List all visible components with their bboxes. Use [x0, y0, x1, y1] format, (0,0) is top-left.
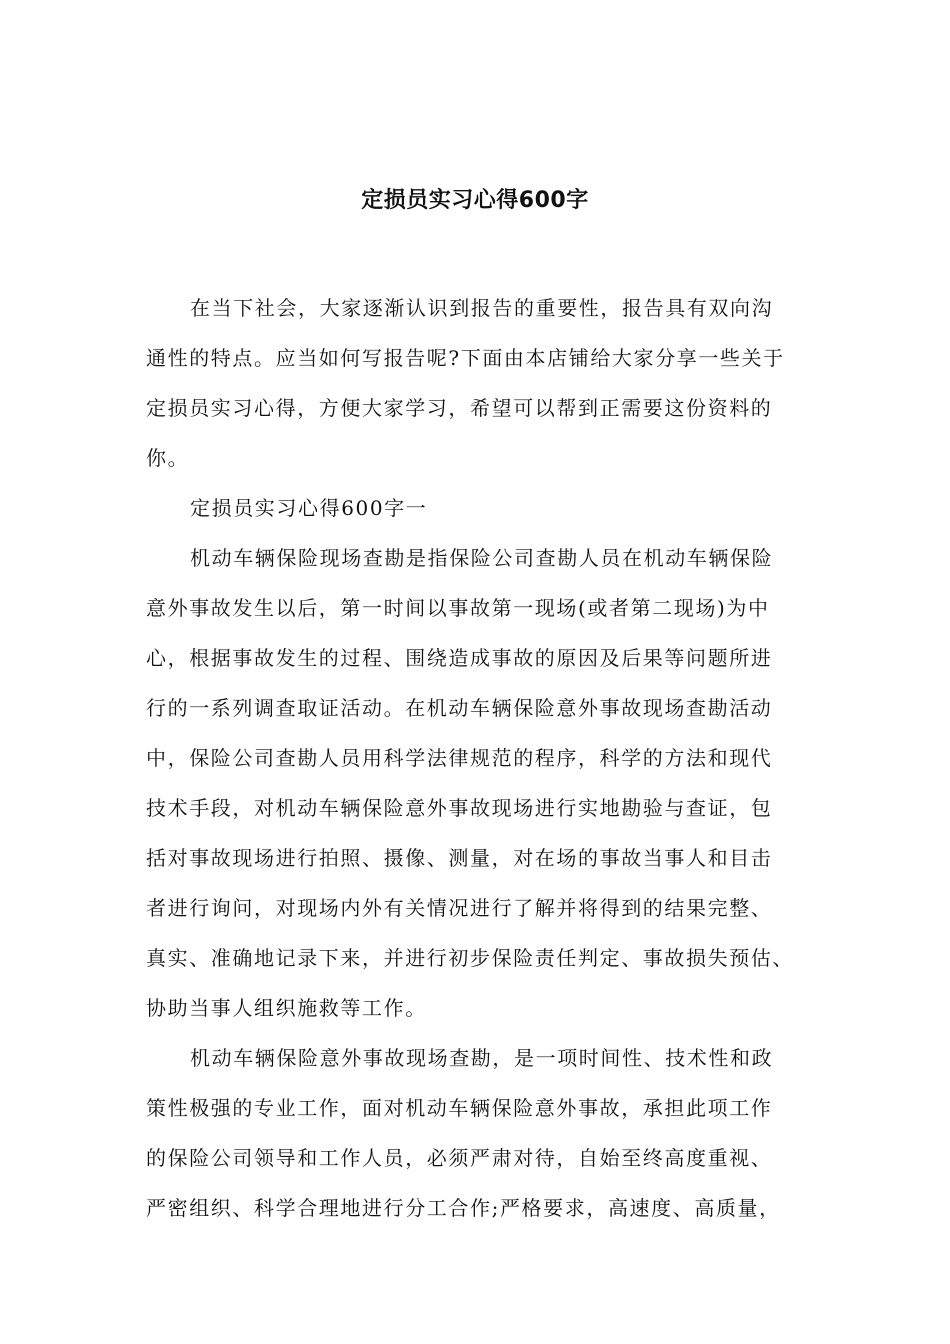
text-line: 意外事故发生以后，第一时间以事故第一现场(或者第二现场)为中: [146, 596, 770, 620]
text-line: 协助当事人组织施救等工作。: [146, 996, 427, 1020]
text-line: 定损员实习心得600字一: [190, 496, 428, 520]
document-title: 定损员实习心得600字: [361, 188, 589, 213]
document-body: [146, 283, 806, 1233]
body-paragraph: [146, 533, 806, 1033]
text-line: 在当下社会，大家逐渐认识到报告的重要性，报告具有双向沟: [190, 296, 774, 320]
intro-paragraph: [146, 283, 806, 483]
text-line: 中，保险公司查勘人员用科学法律规范的程序，科学的方法和现代: [146, 746, 773, 770]
body-paragraph: [146, 1033, 806, 1233]
text-line: 的保险公司领导和工作人员，必须严肃对待，自始至终高度重视、: [146, 1146, 773, 1170]
text-line: 机动车辆保险意外事故现场查勘，是一项时间性、技术性和政: [190, 1046, 774, 1070]
text-line: 严密组织、科学合理地进行分工合作;严格要求，高速度、高质量，: [146, 1196, 781, 1220]
text-line: 你。: [146, 446, 190, 470]
text-line: 心，根据事故发生的过程、围绕造成事故的原因及后果等问题所进: [146, 646, 773, 670]
text-line: 策性极强的专业工作，面对机动车辆保险意外事故，承担此项工作: [146, 1096, 773, 1120]
text-line: 机动车辆保险现场查勘是指保险公司查勘人员在机动车辆保险: [190, 546, 774, 570]
text-line: 技术手段，对机动车辆保险意外事故现场进行实地勘验与查证，包: [146, 796, 773, 820]
text-line: 者进行询问，对现场内外有关情况进行了解并将得到的结果完整、: [146, 896, 773, 920]
text-line: 括对事故现场进行拍照、摄像、测量，对在场的事故当事人和目击: [146, 846, 773, 870]
text-line: 行的一系列调查取证活动。在机动车辆保险意外事故现场查勘活动: [146, 696, 773, 720]
text-line: 通性的特点。应当如何写报告呢?下面由本店铺给大家分享一些关于: [146, 346, 785, 370]
text-line: 真实、准确地记录下来，并进行初步保险责任判定、事故损失预估、: [146, 946, 794, 970]
section-heading: [146, 483, 806, 533]
text-line: 定损员实习心得，方便大家学习，希望可以帮到正需要这份资料的: [146, 396, 773, 420]
